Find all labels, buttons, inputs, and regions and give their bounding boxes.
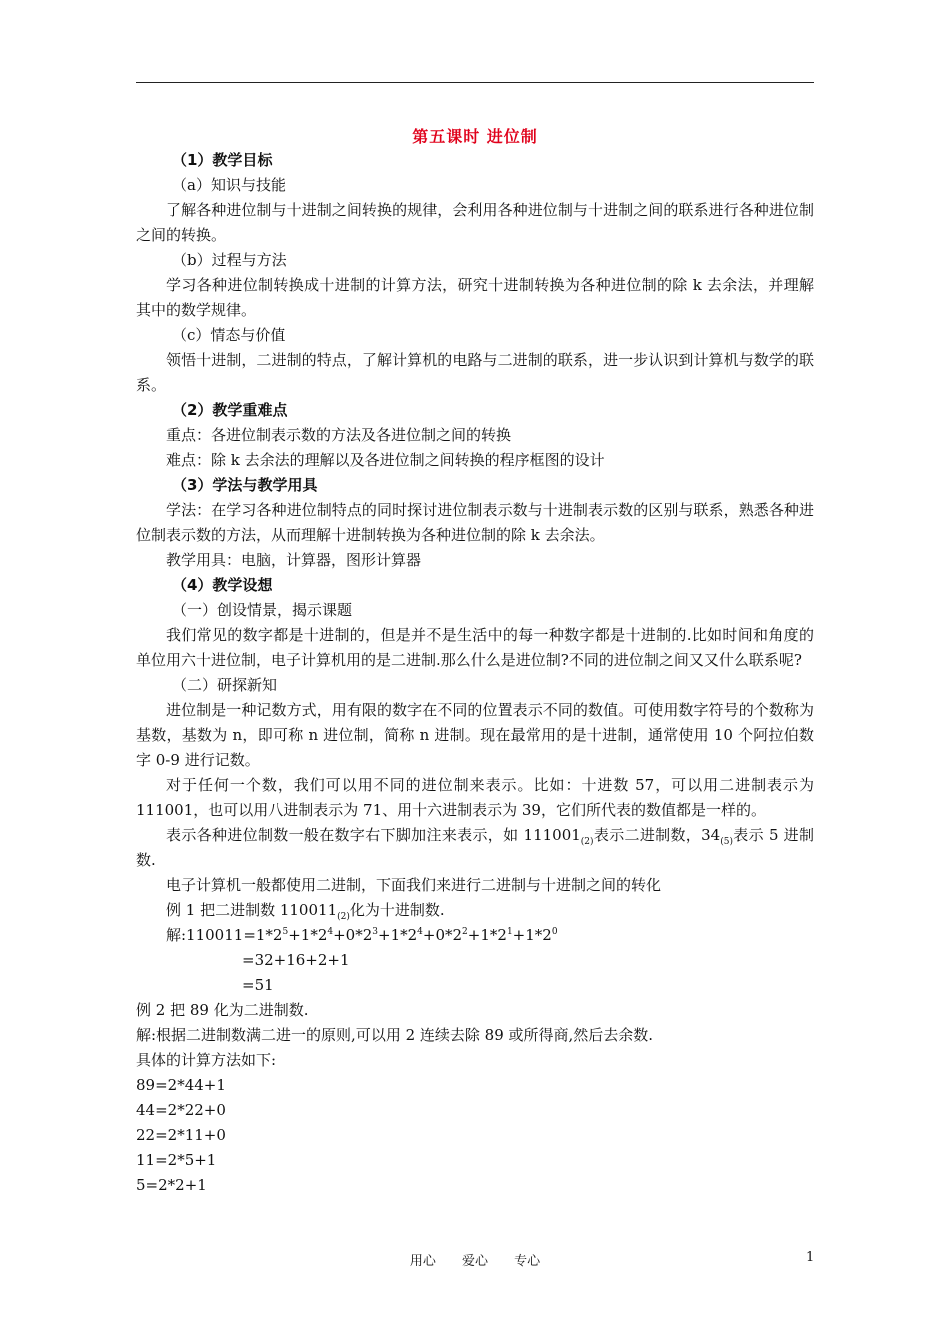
paragraph-values: 领悟十进制，二进制的特点，了解计算机的电路与二进制的联系，进一步认识到计算机与数学的联系。 bbox=[136, 351, 814, 394]
page-footer bbox=[0, 1250, 950, 1270]
notation-text-b: 表示二进制数，34 bbox=[593, 826, 721, 844]
paragraph-difficult-point: 难点：除 k 去余法的理解以及各进位制之间转换的程序框图的设计 bbox=[166, 451, 605, 469]
solution-1-line-3: =51 bbox=[242, 976, 274, 994]
sol-term-0: 解:110011=1*2 bbox=[166, 926, 283, 944]
sol-term-4: +0*2 bbox=[422, 926, 463, 944]
subheading-values: （c）情态与价值 bbox=[172, 326, 286, 344]
solution-1-line-1 bbox=[136, 923, 814, 948]
section-heading-methods-tools: （3）学法与教学用具 bbox=[172, 476, 318, 494]
paragraph-representation: 对于任何一个数，我们可以用不同的进位制来表示。比如：十进数 57，可以用二进制表示为 111001，也可以用八进制表示为 71、用十六进制表示为 39，它们所代表的数值都是一样的。 bbox=[136, 776, 814, 819]
paragraph-teaching-tools: 教学用具：电脑，计算器，图形计算器 bbox=[166, 551, 422, 569]
division-step: 11=2*5+1 bbox=[136, 1151, 217, 1169]
solution-1-line-2: =32+16+2+1 bbox=[242, 951, 350, 969]
subheading-knowledge: （a）知识与技能 bbox=[172, 176, 286, 194]
sol-exp-6: 0 bbox=[551, 927, 558, 937]
division-step: 89=2*44+1 bbox=[136, 1076, 226, 1094]
paragraph-notation bbox=[136, 823, 814, 873]
paragraph-computer-binary: 电子计算机一般都使用二进制，下面我们来进行二进制与十进制之间的转化 bbox=[166, 876, 662, 894]
paragraph-process: 学习各种进位制转换成十进制的计算方法，研究十进制转换为各种进位制的除 k 去余法，并理解其中的数学规律。 bbox=[136, 276, 814, 319]
paragraph-learning-method: 学法：在学习各种进位制特点的同时探讨进位制表示数与十进制表示数的区别与联系，熟悉各种进位制表示数的方法，从而理解十进制转换为各种进位制的除 k 去余法。 bbox=[136, 501, 814, 544]
division-step: 44=2*22+0 bbox=[136, 1101, 226, 1119]
sol-term-5: +1*2 bbox=[467, 926, 507, 944]
example-2: 例 2 把 89 化为二进制数. bbox=[136, 1001, 309, 1019]
division-step: 22=2*11+0 bbox=[136, 1126, 226, 1144]
section-heading-objectives: （1）教学目标 bbox=[172, 151, 273, 169]
paragraph-scenario: 我们常见的数字都是十进制的，但是并不是生活中的每一种数字都是十进制的.比如时间和角度的单位用六十进位制，电子计算机用的是二进制.那么什么是进位制?不同的进位制之间又又什么联系呢? bbox=[136, 626, 814, 669]
example-1 bbox=[136, 898, 814, 923]
sol-exp-3: 4 bbox=[417, 927, 423, 937]
paragraph-knowledge: 了解各种进位制与十进制之间转换的规律，会利用各种进位制与十进制之间的联系进行各种进位制之间的转换。 bbox=[136, 201, 814, 244]
subheading-scenario: （一）创设情景，揭示课题 bbox=[172, 601, 353, 619]
section-heading-design: （4）教学设想 bbox=[172, 576, 273, 594]
sol-term-2: +0*2 bbox=[333, 926, 373, 944]
notation-text-a: 表示各种进位制数一般在数字右下脚加注来表示，如 111001 bbox=[166, 826, 581, 844]
calculation-method: 具体的计算方法如下: bbox=[136, 1051, 277, 1069]
example-1-text-a: 例 1 把二进制数 110011 bbox=[166, 901, 338, 919]
page-number: 1 bbox=[806, 1250, 815, 1265]
paragraph-positional-system: 进位制是一种记数方式，用有限的数字在不同的位置表示不同的数值。可使用数字符号的个数称为基数，基数为 n，即可称 n 进位制，简称 n 进制。现在最常用的是十进制，通常使用 10 个阿拉伯数字 0-9 进行记数。 bbox=[136, 701, 814, 769]
division-step: 5=2*2+1 bbox=[136, 1176, 207, 1194]
sol-term-6: +1*2 bbox=[512, 926, 552, 944]
page-title: 第五课时 进位制 bbox=[412, 127, 538, 146]
section-heading-keypoints: （2）教学重难点 bbox=[172, 401, 288, 419]
sol-term-1: +1*2 bbox=[288, 926, 328, 944]
sol-term-3: +1*2 bbox=[378, 926, 418, 944]
paragraph-key-point: 重点：各进位制表示数的方法及各进位制之间的转换 bbox=[166, 426, 512, 444]
sol-exp-5: 1 bbox=[506, 927, 513, 937]
subheading-process: （b）过程与方法 bbox=[172, 251, 287, 269]
example-1-text-b: 化为十进制数. bbox=[349, 901, 445, 919]
notation-subscript-5: (5) bbox=[720, 837, 733, 847]
footer-motto: 用心 爱心 专心 bbox=[409, 1254, 541, 1269]
sol-exp-2: 3 bbox=[372, 927, 378, 937]
header-rule bbox=[136, 82, 814, 83]
subheading-new-knowledge: （二）研探新知 bbox=[172, 676, 278, 694]
sol-exp-1: 4 bbox=[327, 927, 334, 937]
sol-exp-4: 2 bbox=[462, 927, 468, 937]
notation-subscript-2: (2) bbox=[580, 837, 594, 847]
notation-text-c: 表示 5 进制数. bbox=[136, 826, 815, 869]
solution-2: 解:根据二进制数满二进一的原则,可以用 2 连续去除 89 或所得商,然后去余数. bbox=[136, 1026, 654, 1044]
document-body bbox=[136, 148, 814, 1198]
example-1-subscript: (2) bbox=[337, 912, 350, 922]
sol-exp-0: 5 bbox=[282, 927, 289, 937]
